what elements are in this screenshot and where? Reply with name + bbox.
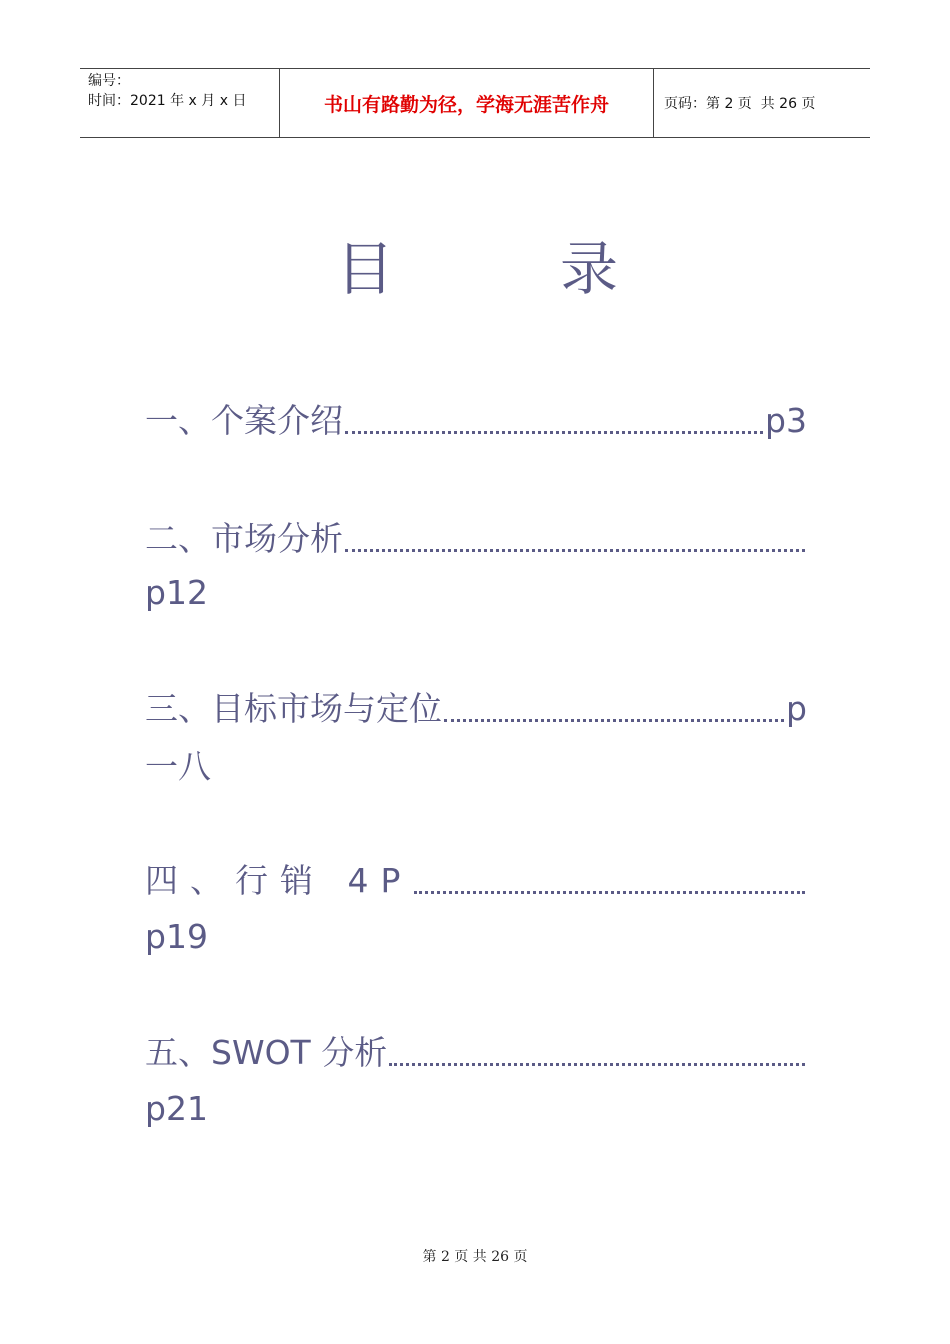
header-motto: 书山有路勤为径，学海无涯苦作舟 (280, 69, 654, 137)
toc-title-char-2: 录 (560, 235, 619, 303)
header-meta (80, 69, 280, 137)
toc-entry-label: 二、市场分析 (145, 519, 343, 558)
toc-entry-label: 四、行销 4P (145, 861, 413, 900)
toc-leader-dots (345, 431, 763, 434)
toc-title (0, 232, 950, 306)
toc-entry-page: p19 (145, 917, 208, 956)
toc-leader-dots (444, 719, 784, 722)
document-date-label: 时间：2021 年 x 月 x 日 (88, 93, 247, 109)
toc-entry-page: p3 (765, 401, 807, 440)
toc-entry-page-continuation: 一八 (145, 747, 211, 786)
header-page-info: 页码：第 2 页 共 26 页 (664, 96, 816, 112)
document-number-label: 编号： (88, 73, 130, 89)
toc-entry-2[interactable] (145, 516, 807, 562)
page-header (80, 68, 870, 138)
page-footer: 第 2 页 共 26 页 (422, 1249, 528, 1265)
toc-entry-3[interactable] (145, 686, 807, 732)
toc-entry-page: p (786, 689, 807, 728)
toc-entry-4[interactable] (145, 858, 807, 904)
toc-entry-label: 三、目标市场与定位 (145, 689, 442, 728)
toc-leader-dots (389, 1063, 805, 1066)
toc-entry-label: 一、个案介绍 (145, 401, 343, 440)
toc-title-char-1: 目 (336, 235, 395, 303)
toc-entry-1[interactable] (145, 398, 807, 444)
toc-entry-label: 五、SWOT 分析 (145, 1033, 388, 1072)
toc-entry-page: p12 (145, 573, 208, 612)
toc-entry-page: p21 (145, 1089, 208, 1128)
toc-leader-dots (414, 891, 805, 894)
toc-leader-dots (345, 549, 805, 552)
toc-entry-5[interactable] (145, 1030, 807, 1076)
